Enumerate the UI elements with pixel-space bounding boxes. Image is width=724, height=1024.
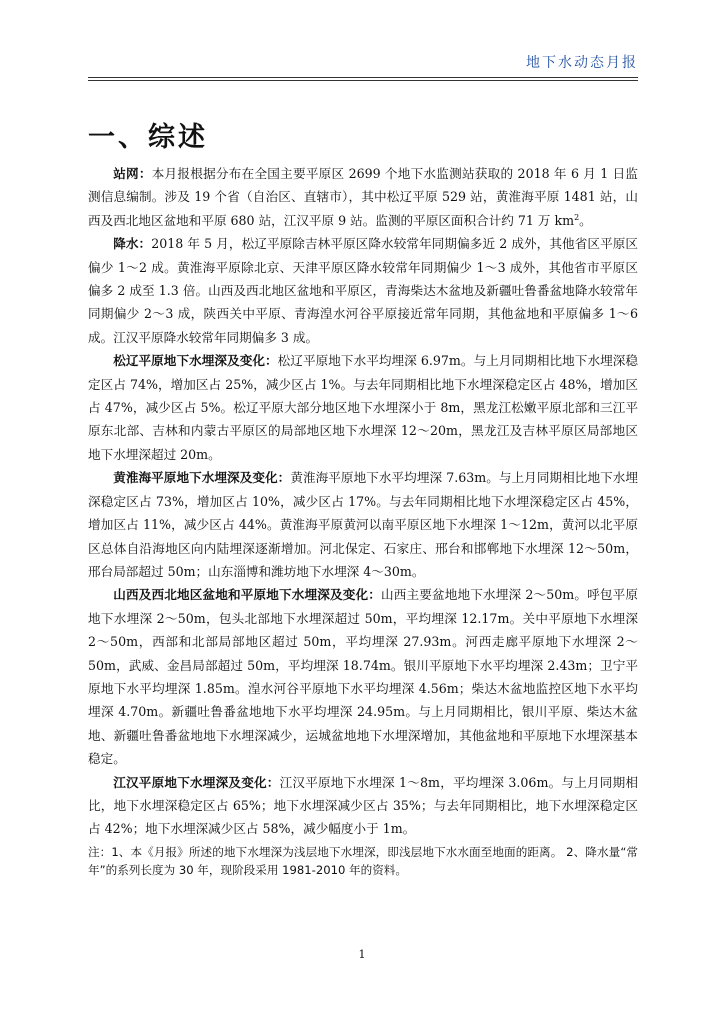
superscript: 2 xyxy=(574,212,580,222)
paragraph-label: 降水： xyxy=(113,236,152,252)
header-title: 地下水动态月报 xyxy=(526,55,638,71)
paragraph-huanghuaihai xyxy=(88,466,638,583)
section-heading: 一、综述 xyxy=(88,122,208,153)
page-header xyxy=(88,44,638,78)
page-number: 1 xyxy=(358,948,366,961)
paragraph-label: 江汉平原地下水埋深及变化： xyxy=(113,774,280,790)
paragraph-jianghan xyxy=(88,771,638,841)
paragraph-label: 站网： xyxy=(113,166,152,181)
paragraph-text: 松辽平原地下水平均埋深 6.97m。与上月同期相比地下水埋深稳定区占 74%，增加区占 25%，减少区占 1%。与去年同期相比地下水埋深稳定区占 48%，增加区占 47%，减少区占 5%。松辽平原大部分地区地下水埋深小于 8m，黑龙江松嫩平原北部和三江平原东北部、吉林和内蒙古平原区的局部地区地下水埋深 12～20m，黑龙江及吉林平原区局部地区地下水埋深超过 20m。 xyxy=(88,353,638,462)
header-rule-secondary xyxy=(88,80,638,81)
paragraph-precipitation xyxy=(88,232,638,349)
paragraph-label: 松辽平原地下水埋深及变化： xyxy=(113,353,278,369)
paragraph-text: 江汉平原地下水埋深 1～8m，平均埋深 3.06m。与上月同期相比，地下水埋深稳定区占 65%；地下水埋深减少区占 35%；与去年同期相比，地下水埋深稳定区占 42%；地下水埋深减少区占 58%，减少幅度小于 1m。 xyxy=(88,774,638,837)
paragraph-text: 黄淮海平原地下水平均埋深 7.63m。与上月同期相比地下水埋深稳定区占 73%，增加区占 10%，减少区占 17%。与去年同期相比地下水埋深稳定区占 45%，增加区占 11%，减少区占 44%。黄淮海平原黄河以南平原区地下水埋深 1～12m，黄河以北平原区总体自沿海地区向内陆埋深逐渐增加。河北保定、石家庄、邢台和邯郸地下水埋深 12～50m，邢台局部超过 50m；山东淄博和潍坊地下水埋深 4～30m。 xyxy=(88,470,638,579)
header-rule xyxy=(88,77,638,78)
paragraph-tail: 。 xyxy=(579,212,592,228)
paragraph-label: 黄淮海平原地下水埋深及变化： xyxy=(113,470,291,486)
paragraph-text: 山西主要盆地地下水埋深 2～50m。呼包平原地下水埋深 2～50m，包头北部地下水埋深超过 50m，平均埋深 12.17m。关中平原地下水埋深 2～50m，西部和北部局部地区超过 50m，平均埋深 27.93m。河西走廊平原地下水埋深 2～50m，武威、金昌局部超过 50m，平均埋深 18.74m。银川平原地下水平均埋深 2.43m；卫宁平原地下水平均埋深 1.85m。湟水河谷平原地下水平均埋深 4.56m；柴达木盆地监控区地下水平均埋深 4.70m。新疆吐鲁番盆地地下水平均埋深 24.95m。与上月同期相比，银川平原、柴达木盆地、新疆吐鲁番盆地地下水埋深减少，运城盆地地下水埋深增加，其他盆地和平原地下水埋深基本稳定。 xyxy=(88,587,639,767)
paragraph-label: 山西及西北地区盆地和平原地下水埋深及变化： xyxy=(113,587,381,603)
paragraph-shanxi-northwest xyxy=(88,583,638,770)
paragraph-text: 本月报根据分布在全国主要平原区 2699 个地下水监测站获取的 2018 年 6 月 1 日监测信息编制。涉及 19 个省（自治区、直辖市），其中松辽平原 529 站，黄淮海平原 1481 站，山西及西北地区盆地和平原 680 站，江汉平原 9 站。监测的平原区面积合计约 71 万 km xyxy=(88,166,639,228)
footnotes: 注：1、本《月报》所述的地下水埋深为浅层地下水埋深，即浅层地下水水面至地面的距离。 2、降水量“常年”的系列长度为 30 年，现阶段采用 1981-2010 年的资料。 xyxy=(88,844,638,877)
paragraph-songliao xyxy=(88,349,638,466)
body-text xyxy=(88,162,638,879)
paragraph-text: 2018 年 5 月，松辽平原除吉林平原区降水较常年同期偏多近 2 成外，其他省区平原区偏少 1～2 成。黄淮海平原除北京、天津平原区降水较常年同期偏少 1～3 成外，其他省市平原区偏多 2 成至 1.3 倍。山西及西北地区盆地和平原区，青海柴达木盆地及新疆吐鲁番盆地降水较常年同期偏少 2～3 成，陕西关中平原、青海湟水河谷平原接近常年同期，其他盆地和平原偏多 1～6 成。江汉平原降水较常年同期偏多 3 成。 xyxy=(88,236,639,345)
paragraph-station-network xyxy=(88,162,638,232)
